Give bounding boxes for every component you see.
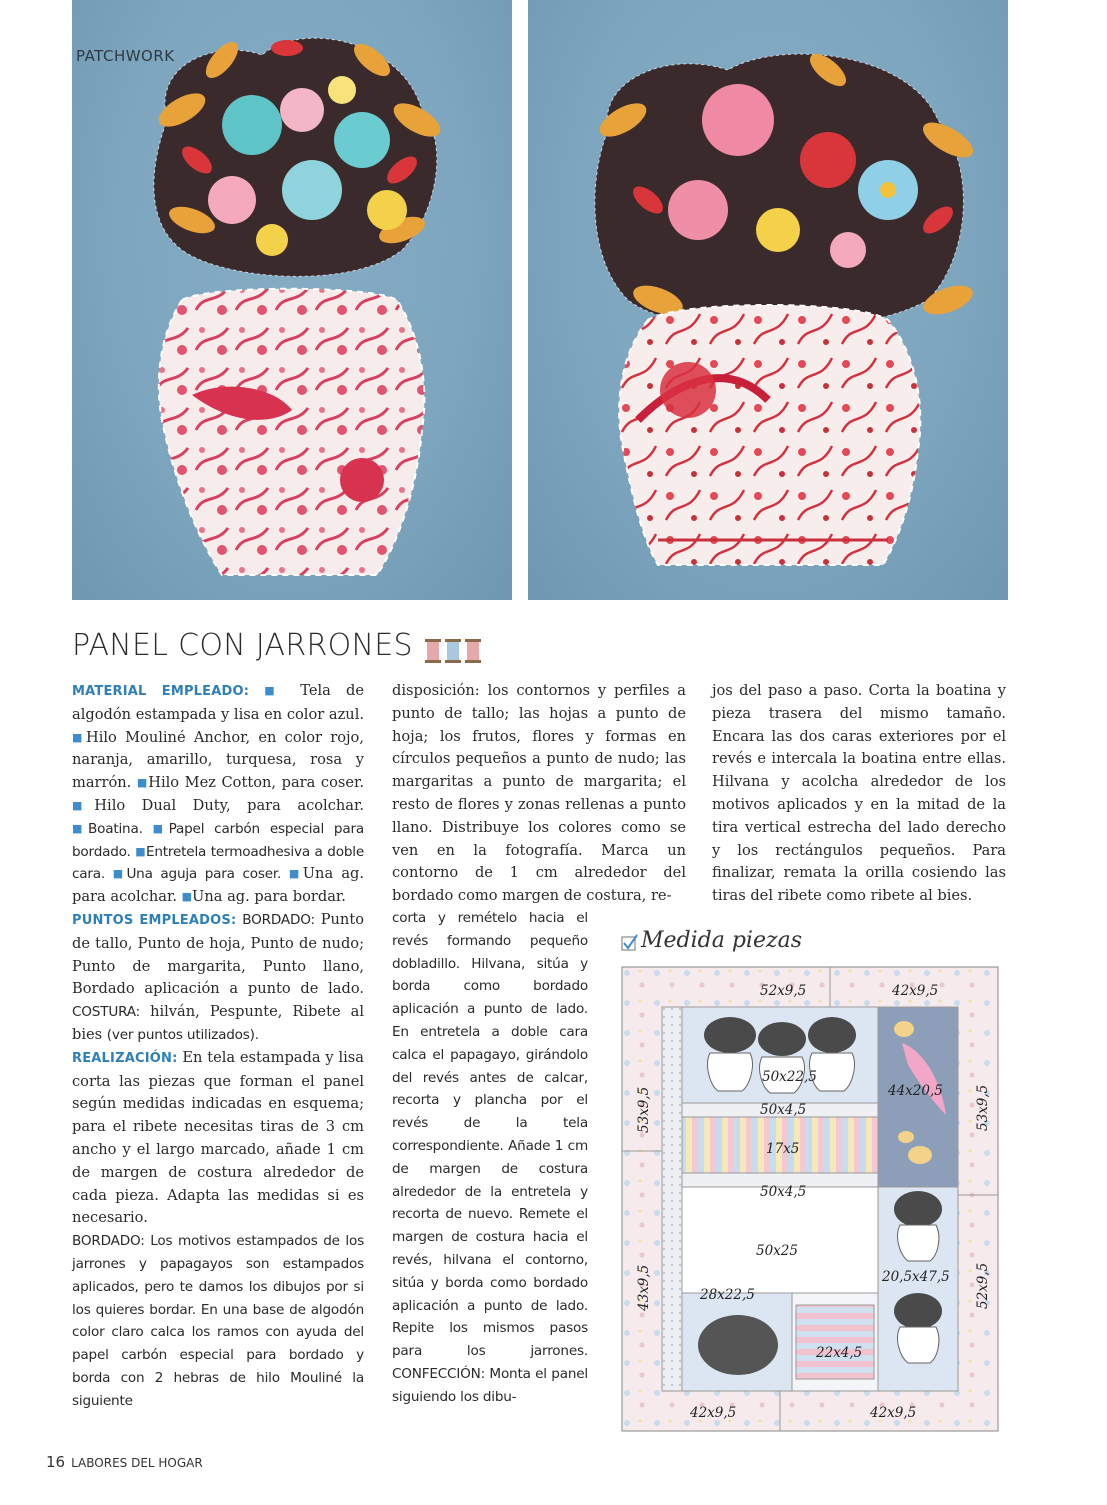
label-small-strips: 22x4,5: [816, 1345, 863, 1361]
material-item: Tela de algodón estampada y lisa en color azul.: [72, 682, 364, 723]
costura-stitches: hilván, Pespunte, Ribete al bies: [72, 1003, 364, 1043]
column-2-narrow: [392, 907, 588, 1409]
label-upper-panel: 50x22,5: [762, 1069, 817, 1085]
bullet-icon: ■: [181, 890, 193, 904]
dotted-strip-left: [662, 1007, 682, 1391]
bullet-icon: ■: [72, 730, 86, 744]
magazine-name: LABORES DEL HOGAR: [71, 1456, 203, 1470]
bullet-icon: ■: [136, 776, 149, 790]
label-bottom-left: 42x9,5: [690, 1405, 737, 1421]
material-label: MATERIAL EMPLEADO:: [72, 684, 250, 699]
realizacion-label: REALIZACIÓN:: [72, 1050, 178, 1066]
material-item: Entretela termoadhesiva a doble cara.: [72, 843, 364, 883]
center-panel: [682, 1187, 878, 1293]
label-strip-top: 50x4,5: [760, 1102, 807, 1118]
bullet-icon: ■: [152, 821, 169, 835]
material-item: Boatina.: [87, 820, 143, 837]
material-item: Una ag. para acolchar.: [72, 865, 364, 906]
puntos-label: PUNTOS EMPLEADOS:: [72, 912, 237, 928]
column-3-text: jos del paso a paso. Corta la boatina y pieza trasera del mismo tamaño. Encara las dos caras exteriores por el revés e intercala la boatina entre ellas. Hilvana y acolcha alrededor de los motivos aplicados y en la mitad de la tira vertical estrecha del lado derecho y los rectángulos pequeños. Para finalizar, remata la orilla cosiendo las tiras del ribete como ribete al bies.: [712, 682, 1006, 905]
label-top-right: 42x9,5: [892, 983, 939, 999]
material-item: Hilo Dual Duty, para acolchar.: [94, 796, 364, 814]
small-striped-patchwork: [796, 1305, 874, 1379]
section-label: PATCHWORK: [76, 47, 175, 65]
page-title: PANEL CON JARRONES: [72, 628, 413, 663]
label-center-panel: 50x25: [756, 1243, 798, 1259]
page-number: 16: [46, 1453, 66, 1471]
label-strip-bottom: 50x4,5: [760, 1184, 807, 1200]
bordado-label: BORDADO:: [242, 911, 315, 928]
material-item: Hilo Mez Cotton, para coser.: [148, 774, 364, 792]
column-3: [712, 680, 1006, 908]
bullet-icon: ■: [72, 821, 88, 835]
costura-label: COSTURA:: [72, 1004, 141, 1021]
label-parrot-panel: 44x20,5: [888, 1083, 943, 1099]
flower-bouquet-icon: [704, 1017, 856, 1056]
photo-right-vase: [528, 0, 1008, 600]
material-item: Una aguja para coser.: [126, 866, 282, 883]
label-right-upper: 53x9,5: [975, 1084, 991, 1131]
label-top-left: 52x9,5: [760, 983, 807, 999]
material-item: Una ag. para bordar.: [192, 888, 346, 906]
costura-note: (ver puntos utilizados).: [106, 1026, 259, 1043]
right-vase-illustration: [528, 0, 1008, 600]
label-strip-middle: 17x5: [766, 1141, 800, 1157]
bullet-icon: ■: [288, 867, 303, 881]
realizacion-text: En tela estampada y lisa corta las piezas que forman el panel según medidas indicadas en esquema; para el ribete necesitas tiras de 3 cm ancho y el largo marcado, añade 1 cm de margen de costura alrededor de cada pieza. Adapta las medidas si es necesario.: [72, 1048, 364, 1227]
bordado-stitches: Punto de tallo, Punto de hoja, Punto de nudo; Punto de margarita, Punto llano, Bordado aplicación a punto de lado.: [72, 910, 364, 998]
photo-left-vase: [72, 0, 512, 600]
label-left-lower: 43x9,5: [636, 1264, 652, 1311]
column-2-text: disposición: los contornos y perfiles a punto de tallo; las hojas a punto de hoja; los frutos, flores y formas en círculos pequeños a punto de nudo; las margaritas a punto de margarita; el resto de flores y zonas rellenas a punto llano. Distribuye los colores como se ven en la fotografía. Marca un contorno de 1 cm alrededor del bordado como margen de costura, re-: [392, 682, 686, 905]
bordado-instructions: BORDADO: Los motivos estampados de los jarrones y papagayos son estampados aplicados, pero te damos los dibujos por si los quieres bordar. En una base de algodón color claro calca los ramos con ayuda del papel carbón especial para bordado y borda con 2 hebras de hilo Mouliné la siguiente: [72, 1233, 364, 1409]
column-2-wide: [392, 680, 686, 908]
column-2-narrow-text: corta y remételo hacia el revés formando pequeño dobladillo. Hilvana, sitúa y borda como bordado aplicación a punto de lado. En entretela a doble cara calca el papagayo, girándolo del revés antes de calcar, recorta y plancha por el revés de la tela correspondiente. Añade 1 cm de margen de costura alrededor de la entretela y recorta de nuevo. Remete el margen de costura hacia el revés, hilvana el contorno, sitúa y borda como bordado aplicación a punto de lado. Repite los mismos pasos para los jarrones. CONFECCIÓN: Monta el panel siguiendo los dibu-: [392, 910, 588, 1405]
material-item: Papel carbón especial para bordado.: [72, 820, 364, 860]
label-right-vases: 20,5x47,5: [882, 1269, 950, 1285]
label-left-upper: 53x9,5: [636, 1086, 652, 1133]
bullet-icon: ■: [135, 844, 146, 858]
label-right-lower: 52x9,5: [975, 1262, 991, 1309]
label-bottom-right: 42x9,5: [870, 1405, 917, 1421]
bullet-icon: ■: [264, 684, 286, 697]
bullet-icon: ■: [72, 798, 95, 812]
column-1: [72, 680, 364, 1413]
label-flowers-panel: 28x22,5: [700, 1287, 755, 1303]
three-thread-spools-icon: [424, 637, 482, 665]
page-footer: [46, 1453, 203, 1471]
material-item: Hilo Mouliné Anchor, en color rojo, naranja, amarillo, turquesa, rosa y marrón.: [72, 728, 364, 792]
flowers-cluster-icon: [698, 1315, 778, 1375]
left-vase-illustration: [72, 0, 512, 600]
pieces-diagram: [620, 965, 1002, 1435]
diagram-heading: Medida piezas: [640, 928, 802, 953]
bullet-icon: ■: [112, 867, 127, 881]
